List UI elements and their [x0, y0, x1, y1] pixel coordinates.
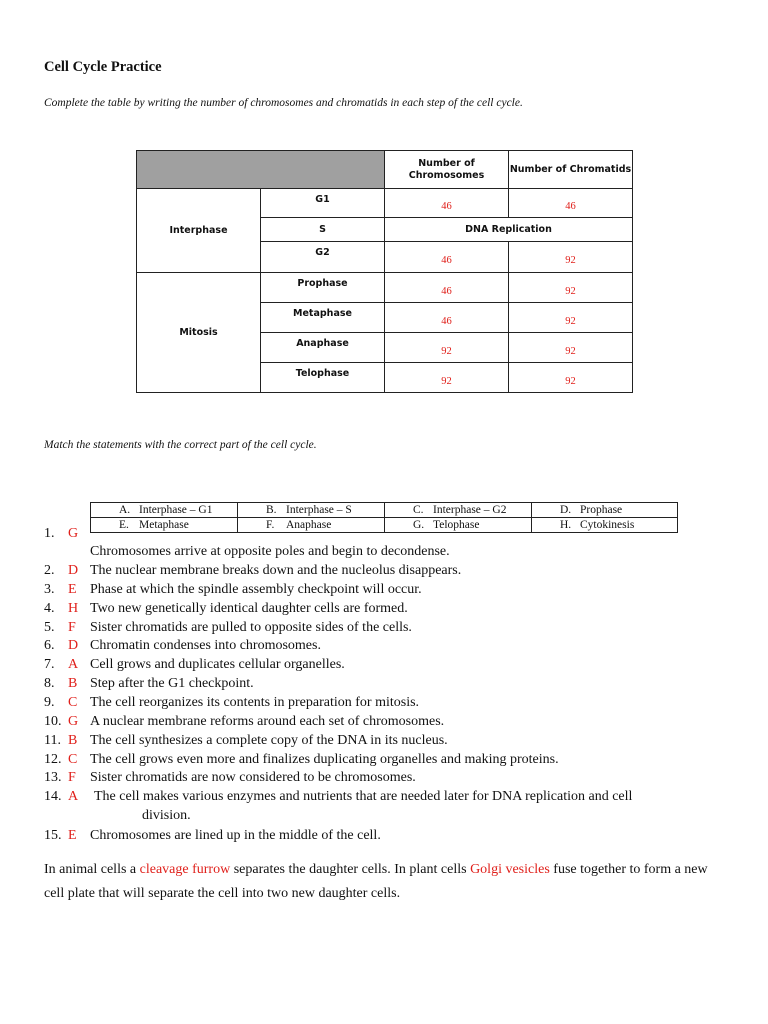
option-h: H. Cytokinesis	[532, 518, 678, 533]
statement-14: The cell makes various enzymes and nutrients that are needed later for DNA replication and cell	[94, 789, 633, 804]
statement-10: A nuclear membrane reforms around each set of chromosomes.	[90, 714, 445, 729]
list-item: 15. E	[44, 828, 77, 843]
statement-4: Two new genetically identical daughter cells are formed.	[90, 601, 408, 616]
prophase-chromosomes: 46	[385, 273, 509, 303]
cell-cycle-table	[136, 150, 633, 393]
prophase-chromatids: 92	[509, 273, 633, 303]
cytokinesis-paragraph: In animal cells a cleavage furrow separates the daughter cells. In plant cells Golgi vesicles fuse together to form a new cell plate that will separate the cell into two new daughter cells.	[44, 862, 708, 901]
g1-chromosomes: 46	[385, 189, 509, 218]
phase-g2: G2	[261, 242, 385, 273]
list-item: 3. E	[44, 582, 77, 597]
g2-chromosomes: 46	[385, 242, 509, 273]
list-item: 6. D	[44, 638, 79, 653]
interphase-label: Interphase	[137, 189, 261, 273]
statement-3: Phase at which the spindle assembly checkpoint will occur.	[90, 582, 422, 597]
g1-chromatids: 46	[509, 189, 633, 218]
list-item: 13. F	[44, 770, 76, 785]
anaphase-chromatids: 92	[509, 333, 633, 363]
anaphase-chromosomes: 92	[385, 333, 509, 363]
statement-6: Chromatin condenses into chromosomes.	[90, 638, 321, 653]
options-table	[90, 502, 678, 533]
statement-14-continued: division.	[142, 808, 191, 823]
list-item: 10. G	[44, 714, 79, 729]
statement-8: Step after the G1 checkpoint.	[90, 676, 254, 691]
list-item: 4. H	[44, 601, 79, 616]
phase-prophase: Prophase	[261, 273, 385, 303]
table-header-blank	[137, 151, 385, 189]
match-instructions: Match the statements with the correct part of the cell cycle.	[44, 439, 317, 451]
s-dna-replication: DNA Replication	[385, 218, 633, 242]
option-g: G. Telophase	[385, 518, 532, 533]
phase-s: S	[261, 218, 385, 242]
phase-telophase: Telophase	[261, 363, 385, 393]
option-d: D. Prophase	[532, 503, 678, 518]
list-item: 9. C	[44, 695, 78, 710]
option-c: C. Interphase – G2	[385, 503, 532, 518]
phase-anaphase: Anaphase	[261, 333, 385, 363]
statement-15: Chromosomes are lined up in the middle of the cell.	[90, 828, 381, 843]
header-chromatids: Number of Chromatids	[509, 151, 633, 189]
statement-11: The cell synthesizes a complete copy of the DNA in its nucleus.	[90, 733, 448, 748]
statement-9: The cell reorganizes its contents in preparation for mitosis.	[90, 695, 420, 710]
option-e: E. Metaphase	[91, 518, 238, 533]
table-instructions: Complete the table by writing the number of chromosomes and chromatids in each step of the cell cycle.	[44, 97, 523, 109]
answer-golgi-vesicles: Golgi vesicles	[470, 862, 550, 877]
statement-7: Cell grows and duplicates cellular organelles.	[90, 657, 345, 672]
statement-13: Sister chromatids are now considered to be chromosomes.	[90, 770, 416, 785]
metaphase-chromatids: 92	[509, 303, 633, 333]
telophase-chromosomes: 92	[385, 363, 509, 393]
statement-5: Sister chromatids are pulled to opposite sides of the cells.	[90, 620, 412, 635]
mitosis-label: Mitosis	[137, 273, 261, 393]
list-item: 11. B	[44, 733, 78, 748]
list-item-1-marker: 1. G	[44, 526, 79, 541]
telophase-chromatids: 92	[509, 363, 633, 393]
list-item: 2. D	[44, 563, 79, 578]
option-f: F. Anaphase	[238, 518, 385, 533]
header-chromosomes: Number of Chromosomes	[385, 151, 509, 189]
statement-12: The cell grows even more and finalizes duplicating organelles and making proteins.	[90, 752, 559, 767]
answer-cleavage-furrow: cleavage furrow	[139, 862, 231, 877]
list-item: 7. A	[44, 657, 79, 672]
list-item: 8. B	[44, 676, 78, 691]
phase-metaphase: Metaphase	[261, 303, 385, 333]
g2-chromatids: 92	[509, 242, 633, 273]
list-item: 5. F	[44, 620, 76, 635]
list-item: 14. A	[44, 789, 79, 804]
option-a: A. Interphase – G1	[91, 503, 238, 518]
page-title: Cell Cycle Practice	[44, 59, 162, 75]
statement-2: The nuclear membrane breaks down and the nucleolus disappears.	[90, 563, 462, 578]
statement-1: Chromosomes arrive at opposite poles and begin to decondense.	[90, 544, 450, 559]
metaphase-chromosomes: 46	[385, 303, 509, 333]
phase-g1: G1	[261, 189, 385, 218]
list-item: 12. C	[44, 752, 78, 767]
option-b: B. Interphase – S	[238, 503, 385, 518]
